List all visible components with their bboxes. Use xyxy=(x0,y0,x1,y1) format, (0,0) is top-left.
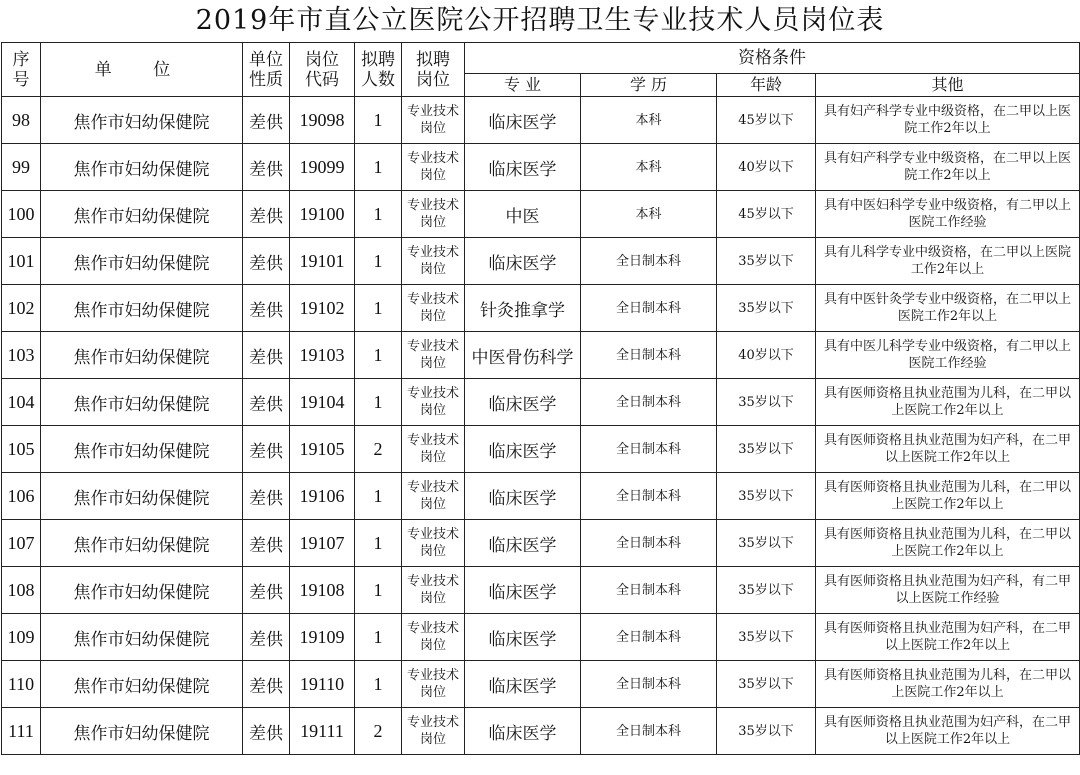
cell-seq: 106 xyxy=(2,473,41,520)
header-unit-type: 单位 性质 xyxy=(243,43,290,97)
cell-seq: 109 xyxy=(2,614,41,661)
cell-hire-post: 专业技术岗位 xyxy=(402,426,465,473)
cell-major: 临床医学 xyxy=(465,567,581,614)
cell-unit-type: 差供 xyxy=(243,567,290,614)
cell-hire-count: 1 xyxy=(355,191,402,238)
cell-hire-count: 1 xyxy=(355,97,402,144)
cell-major: 临床医学 xyxy=(465,614,581,661)
cell-seq: 103 xyxy=(2,332,41,379)
cell-post-code: 19106 xyxy=(290,473,355,520)
cell-education: 全日制本科 xyxy=(581,426,717,473)
cell-hire-post: 专业技术岗位 xyxy=(402,144,465,191)
cell-unit: 焦作市妇幼保健院 xyxy=(41,191,243,238)
cell-unit-type: 差供 xyxy=(243,426,290,473)
cell-post-code: 19100 xyxy=(290,191,355,238)
cell-major: 临床医学 xyxy=(465,97,581,144)
cell-major: 临床医学 xyxy=(465,520,581,567)
cell-hire-post: 专业技术岗位 xyxy=(402,473,465,520)
cell-unit-type: 差供 xyxy=(243,285,290,332)
cell-seq: 104 xyxy=(2,379,41,426)
cell-hire-count: 1 xyxy=(355,332,402,379)
cell-major: 临床医学 xyxy=(465,238,581,285)
cell-unit: 焦作市妇幼保健院 xyxy=(41,426,243,473)
cell-post-code: 19109 xyxy=(290,614,355,661)
cell-hire-post: 专业技术岗位 xyxy=(402,661,465,708)
header-seq: 序 号 xyxy=(2,43,41,97)
cell-age: 35岁以下 xyxy=(717,285,816,332)
cell-post-code: 19111 xyxy=(290,708,355,755)
cell-post-code: 19098 xyxy=(290,97,355,144)
cell-hire-post: 专业技术岗位 xyxy=(402,708,465,755)
cell-age: 35岁以下 xyxy=(717,708,816,755)
cell-post-code: 19099 xyxy=(290,144,355,191)
header-other: 其他 xyxy=(816,74,1080,97)
cell-hire-post: 专业技术岗位 xyxy=(402,285,465,332)
cell-age: 35岁以下 xyxy=(717,567,816,614)
header-hire-count: 拟聘 人数 xyxy=(355,43,402,97)
table-row xyxy=(2,238,1080,285)
cell-education: 全日制本科 xyxy=(581,285,717,332)
cell-age: 35岁以下 xyxy=(717,379,816,426)
cell-unit: 焦作市妇幼保健院 xyxy=(41,567,243,614)
cell-seq: 111 xyxy=(2,708,41,755)
cell-hire-count: 1 xyxy=(355,661,402,708)
cell-hire-count: 1 xyxy=(355,473,402,520)
cell-hire-count: 2 xyxy=(355,708,402,755)
cell-unit: 焦作市妇幼保健院 xyxy=(41,473,243,520)
cell-age: 35岁以下 xyxy=(717,473,816,520)
cell-post-code: 19103 xyxy=(290,332,355,379)
cell-unit-type: 差供 xyxy=(243,708,290,755)
header-education: 学 历 xyxy=(581,74,717,97)
cell-post-code: 19107 xyxy=(290,520,355,567)
cell-other: 具有儿科学专业中级资格，在二甲以上医院工作2年以上 xyxy=(816,238,1080,285)
cell-unit-type: 差供 xyxy=(243,614,290,661)
cell-education: 全日制本科 xyxy=(581,473,717,520)
cell-major: 临床医学 xyxy=(465,473,581,520)
cell-education: 全日制本科 xyxy=(581,520,717,567)
cell-education: 全日制本科 xyxy=(581,332,717,379)
cell-seq: 110 xyxy=(2,661,41,708)
cell-post-code: 19108 xyxy=(290,567,355,614)
cell-unit: 焦作市妇幼保健院 xyxy=(41,708,243,755)
header-major: 专 业 xyxy=(465,74,581,97)
table-row xyxy=(2,426,1080,473)
cell-unit-type: 差供 xyxy=(243,520,290,567)
cell-age: 45岁以下 xyxy=(717,97,816,144)
table-row xyxy=(2,379,1080,426)
header-age: 年龄 xyxy=(717,74,816,97)
header-qualifications: 资格条件 xyxy=(465,43,1080,74)
cell-hire-post: 专业技术岗位 xyxy=(402,97,465,144)
cell-seq: 101 xyxy=(2,238,41,285)
cell-other: 具有中医针灸学专业中级资格，在二甲以上医院工作2年以上 xyxy=(816,285,1080,332)
cell-other: 具有医师资格且执业范围为妇产科，有二甲以上医院工作经验 xyxy=(816,567,1080,614)
cell-age: 40岁以下 xyxy=(717,144,816,191)
cell-seq: 107 xyxy=(2,520,41,567)
cell-unit-type: 差供 xyxy=(243,379,290,426)
table-row xyxy=(2,661,1080,708)
cell-unit: 焦作市妇幼保健院 xyxy=(41,144,243,191)
header-unit: 单 位 xyxy=(41,43,243,97)
cell-major: 临床医学 xyxy=(465,661,581,708)
cell-hire-post: 专业技术岗位 xyxy=(402,379,465,426)
cell-unit-type: 差供 xyxy=(243,97,290,144)
cell-other: 具有医师资格且执业范围为妇产科，在二甲以上医院工作2年以上 xyxy=(816,708,1080,755)
positions-table xyxy=(1,42,1080,755)
table-row xyxy=(2,191,1080,238)
cell-major: 临床医学 xyxy=(465,426,581,473)
header-post-code: 岗位 代码 xyxy=(290,43,355,97)
cell-hire-post: 专业技术岗位 xyxy=(402,191,465,238)
cell-hire-count: 1 xyxy=(355,614,402,661)
cell-other: 具有中医儿科学专业中级资格，有二甲以上医院工作经验 xyxy=(816,332,1080,379)
cell-education: 全日制本科 xyxy=(581,661,717,708)
cell-major: 临床医学 xyxy=(465,708,581,755)
header-hire-post: 拟聘 岗位 xyxy=(402,43,465,97)
cell-seq: 99 xyxy=(2,144,41,191)
cell-hire-count: 1 xyxy=(355,379,402,426)
cell-unit: 焦作市妇幼保健院 xyxy=(41,379,243,426)
table-row xyxy=(2,567,1080,614)
cell-unit-type: 差供 xyxy=(243,473,290,520)
table-row xyxy=(2,614,1080,661)
table-row xyxy=(2,708,1080,755)
cell-seq: 105 xyxy=(2,426,41,473)
cell-major: 中医骨伤科学 xyxy=(465,332,581,379)
cell-hire-count: 1 xyxy=(355,238,402,285)
cell-other: 具有医师资格且执业范围为儿科，在二甲以上医院工作2年以上 xyxy=(816,661,1080,708)
cell-other: 具有医师资格且执业范围为儿科，在二甲以上医院工作2年以上 xyxy=(816,520,1080,567)
cell-post-code: 19101 xyxy=(290,238,355,285)
cell-unit-type: 差供 xyxy=(243,332,290,379)
cell-unit-type: 差供 xyxy=(243,238,290,285)
cell-education: 本科 xyxy=(581,97,717,144)
cell-age: 45岁以下 xyxy=(717,191,816,238)
cell-education: 本科 xyxy=(581,144,717,191)
cell-hire-count: 1 xyxy=(355,567,402,614)
cell-post-code: 19102 xyxy=(290,285,355,332)
cell-major: 中医 xyxy=(465,191,581,238)
table-row xyxy=(2,520,1080,567)
table-row xyxy=(2,473,1080,520)
cell-other: 具有中医妇科学专业中级资格，有二甲以上医院工作经验 xyxy=(816,191,1080,238)
cell-unit: 焦作市妇幼保健院 xyxy=(41,332,243,379)
cell-post-code: 19104 xyxy=(290,379,355,426)
cell-hire-count: 1 xyxy=(355,144,402,191)
cell-seq: 100 xyxy=(2,191,41,238)
cell-hire-count: 2 xyxy=(355,426,402,473)
page-title: 2019年市直公立医院公开招聘卫生专业技术人员岗位表 xyxy=(195,5,885,36)
cell-age: 35岁以下 xyxy=(717,426,816,473)
cell-education: 全日制本科 xyxy=(581,614,717,661)
cell-unit: 焦作市妇幼保健院 xyxy=(41,97,243,144)
cell-hire-post: 专业技术岗位 xyxy=(402,614,465,661)
cell-education: 全日制本科 xyxy=(581,379,717,426)
cell-hire-post: 专业技术岗位 xyxy=(402,520,465,567)
cell-hire-post: 专业技术岗位 xyxy=(402,332,465,379)
cell-other: 具有医师资格且执业范围为妇产科，在二甲以上医院工作2年以上 xyxy=(816,426,1080,473)
cell-post-code: 19105 xyxy=(290,426,355,473)
cell-unit: 焦作市妇幼保健院 xyxy=(41,238,243,285)
cell-hire-post: 专业技术岗位 xyxy=(402,567,465,614)
table-row xyxy=(2,332,1080,379)
cell-age: 35岁以下 xyxy=(717,661,816,708)
cell-unit: 焦作市妇幼保健院 xyxy=(41,661,243,708)
cell-seq: 98 xyxy=(2,97,41,144)
cell-hire-post: 专业技术岗位 xyxy=(402,238,465,285)
cell-other: 具有医师资格且执业范围为妇产科，在二甲以上医院工作2年以上 xyxy=(816,614,1080,661)
cell-unit-type: 差供 xyxy=(243,144,290,191)
cell-other: 具有医师资格且执业范围为儿科，在二甲以上医院工作2年以上 xyxy=(816,379,1080,426)
cell-education: 全日制本科 xyxy=(581,238,717,285)
cell-age: 35岁以下 xyxy=(717,520,816,567)
cell-other: 具有妇产科学专业中级资格，在二甲以上医院工作2年以上 xyxy=(816,97,1080,144)
cell-hire-count: 1 xyxy=(355,520,402,567)
cell-unit-type: 差供 xyxy=(243,191,290,238)
cell-other: 具有医师资格且执业范围为儿科，在二甲以上医院工作2年以上 xyxy=(816,473,1080,520)
table-row xyxy=(2,144,1080,191)
cell-major: 临床医学 xyxy=(465,144,581,191)
cell-age: 40岁以下 xyxy=(717,332,816,379)
cell-unit: 焦作市妇幼保健院 xyxy=(41,614,243,661)
cell-age: 35岁以下 xyxy=(717,614,816,661)
cell-unit: 焦作市妇幼保健院 xyxy=(41,285,243,332)
cell-age: 35岁以下 xyxy=(717,238,816,285)
cell-other: 具有妇产科学专业中级资格，在二甲以上医院工作2年以上 xyxy=(816,144,1080,191)
cell-seq: 102 xyxy=(2,285,41,332)
cell-post-code: 19110 xyxy=(290,661,355,708)
cell-major: 临床医学 xyxy=(465,379,581,426)
cell-unit-type: 差供 xyxy=(243,661,290,708)
cell-unit: 焦作市妇幼保健院 xyxy=(41,520,243,567)
cell-seq: 108 xyxy=(2,567,41,614)
cell-education: 全日制本科 xyxy=(581,708,717,755)
table-row xyxy=(2,285,1080,332)
cell-major: 针灸推拿学 xyxy=(465,285,581,332)
cell-education: 全日制本科 xyxy=(581,567,717,614)
table-row xyxy=(2,97,1080,144)
cell-education: 本科 xyxy=(581,191,717,238)
cell-hire-count: 1 xyxy=(355,285,402,332)
